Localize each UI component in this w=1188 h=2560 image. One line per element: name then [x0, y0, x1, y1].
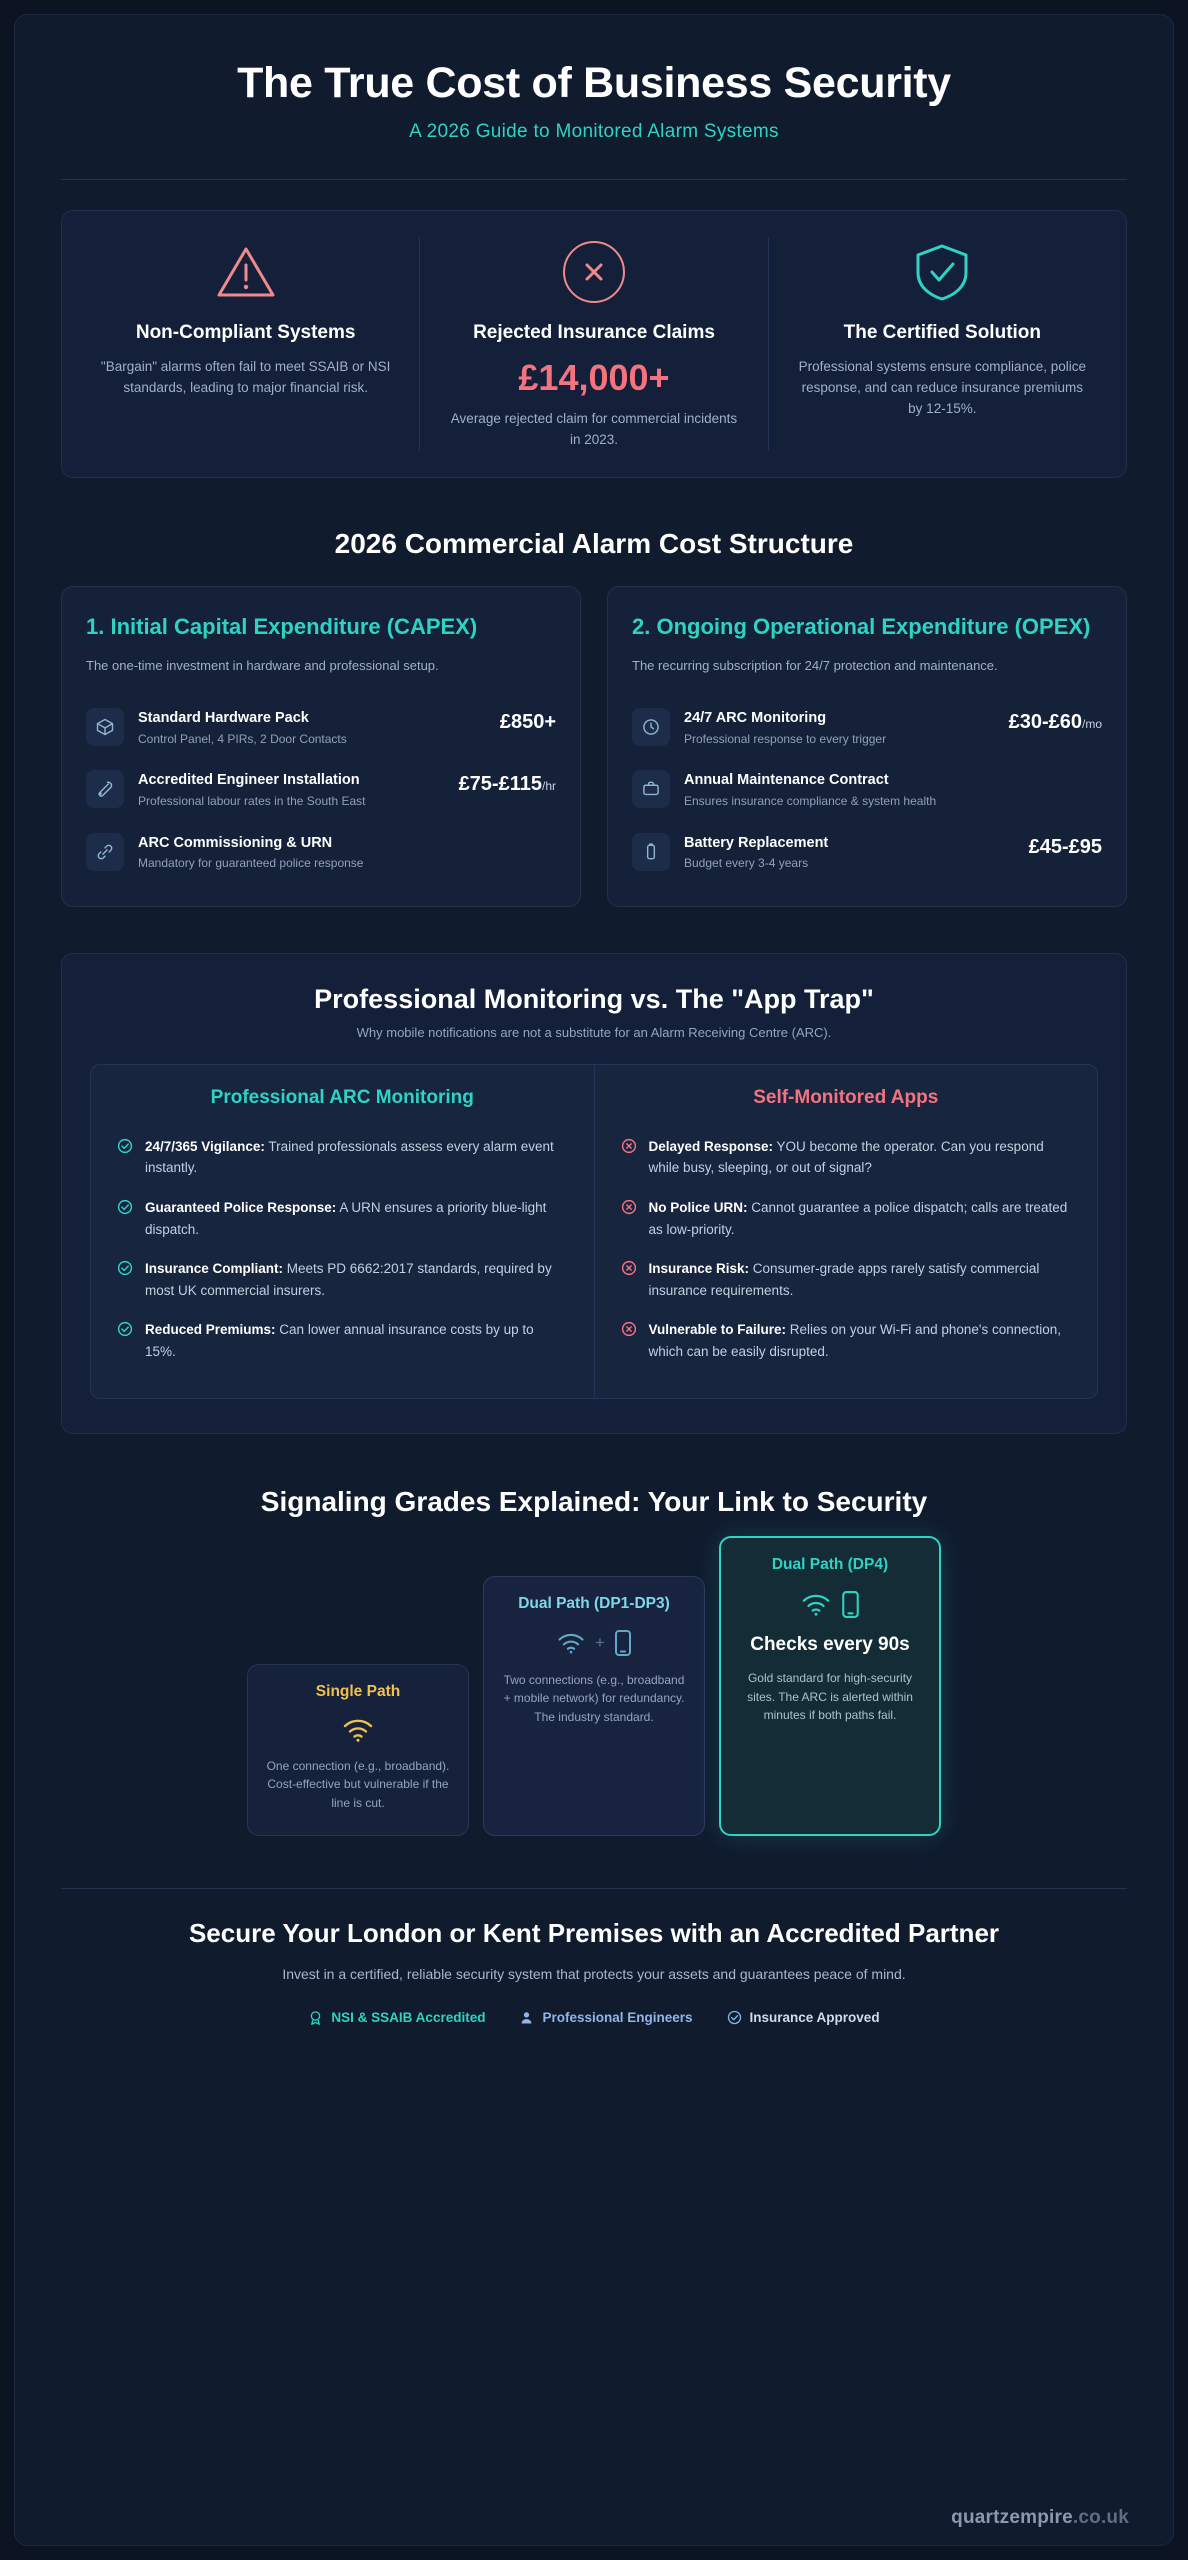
grade-title: Dual Path (DP4) — [771, 1555, 889, 1573]
wrench-icon — [86, 770, 124, 808]
cost-card-title: 1. Initial Capital Expenditure (CAPEX) — [86, 613, 478, 639]
grades-heading: Signaling Grades Explained: Your Link to Security — [260, 1485, 928, 1517]
cost-line-item — [86, 697, 556, 759]
line-item-desc: Professional labour rates in the South East — [138, 794, 366, 809]
cost-line-item — [86, 822, 556, 884]
grade-body: Two connections (e.g., broadband + mobile network) for redundancy. The industry standard. — [503, 1672, 685, 1724]
comparison-column-professional — [91, 1065, 594, 1398]
list-item-text: Trained professionals assess every alarm event instantly. — [145, 1138, 554, 1176]
list-item-lead: 24/7/365 Vigilance: — [145, 1138, 265, 1154]
status-badge-engineers — [519, 2010, 692, 2025]
page-subtitle: A 2026 Guide to Monitored Alarm Systems — [409, 121, 779, 143]
risk-body: "Bargain" alarms often fail to meet SSAIB or NSI standards, leading to major financial risk. — [100, 358, 391, 395]
grade-card-dual-path-dp1-dp3 — [483, 1576, 705, 1836]
grade-body: One connection (e.g., broadband). Cost-effective but vulnerable if the line is cut. — [266, 1758, 450, 1810]
badge-label: Professional Engineers — [542, 2010, 693, 2026]
cost-card-lede: The recurring subscription for 24/7 protection and maintenance. — [632, 658, 998, 674]
warning-triangle-icon — [215, 241, 277, 303]
list-item-lead: Delayed Response: — [648, 1138, 774, 1154]
cost-line-item — [86, 759, 556, 821]
grade-highlight: Checks every 90s — [750, 1633, 910, 1655]
list-item — [117, 1188, 568, 1249]
grades-row — [61, 1536, 1127, 1854]
price-value: £30-£60 — [1008, 711, 1082, 734]
check-circle-icon — [117, 1321, 134, 1362]
comparison-subheading: Why mobile notifications are not a substitute for an Alarm Receiving Centre (ARC). — [356, 1024, 832, 1040]
mobile-icon — [614, 1629, 632, 1657]
comparison-column-self-monitored — [594, 1065, 1098, 1398]
rosette-icon — [308, 2010, 323, 2025]
footer-badges — [61, 2010, 1127, 2025]
line-item-title: Standard Hardware Pack — [138, 710, 309, 727]
line-item-title: Accredited Engineer Installation — [138, 772, 360, 789]
risk-title: The Certified Solution — [843, 322, 1042, 344]
badge-label: NSI & SSAIB Accredited — [331, 2010, 486, 2026]
list-item-text: Meets PD 6662:2017 standards, required by most UK commercial insurers. — [145, 1261, 552, 1298]
cost-line-item — [632, 822, 1102, 884]
list-item-text: YOU become the operator. Can you respond while busy, sleeping, or out of signal? — [648, 1138, 1044, 1176]
list-item — [621, 1127, 1072, 1188]
battery-icon — [632, 833, 670, 871]
list-item-text: Cannot guarantee a police dispatch; calls are treated as low-priority. — [648, 1199, 1068, 1237]
cost-card-grid — [61, 586, 1127, 907]
grade-body: Gold standard for high-security sites. The ARC is alerted within minutes if both paths fail. — [747, 1671, 913, 1723]
circle-x-icon — [563, 241, 625, 303]
risk-title: Non-Compliant Systems — [135, 322, 356, 344]
header-divider — [61, 179, 1127, 180]
wifi-icon — [266, 1717, 450, 1743]
price-unit: /mo — [1081, 717, 1102, 732]
list-item — [117, 1310, 568, 1371]
infographic-canvas — [14, 14, 1174, 2546]
price-value: £45-£95 — [1028, 835, 1102, 858]
page-title: The True Cost of Business Security — [237, 59, 951, 107]
line-item-title: ARC Commissioning & URN — [138, 834, 333, 851]
line-item-title: Annual Maintenance Contract — [684, 772, 889, 789]
hero-header — [61, 41, 1127, 153]
list-item-lead: Insurance Risk: — [648, 1261, 750, 1277]
cost-line-item — [632, 759, 1102, 821]
briefcase-icon — [632, 770, 670, 808]
risk-column-rejected-claims — [419, 237, 767, 451]
circle-x-icon — [621, 1199, 638, 1240]
risk-body: Average rejected claim for commercial incidents in 2023. — [450, 410, 738, 447]
status-badge-accreditation — [308, 2010, 485, 2025]
comparison-heading: Professional Monitoring vs. The "App Trap" — [314, 983, 874, 1014]
list-item — [621, 1310, 1072, 1371]
risk-title: Rejected Insurance Claims — [473, 322, 715, 344]
check-circle-icon — [117, 1199, 134, 1240]
cost-card-opex — [607, 586, 1127, 907]
list-item-text: A URN ensures a priority blue-light dispatch. — [145, 1199, 547, 1237]
risk-body: Professional systems ensure compliance, police response, and can reduce insurance premiums by 12-15%. — [798, 358, 1087, 416]
line-item-price — [1009, 708, 1102, 734]
circle-x-icon — [621, 1138, 638, 1179]
box-icon — [86, 708, 124, 746]
check-circle-icon — [727, 2010, 742, 2025]
list-item — [621, 1249, 1072, 1310]
watermark-brand: quartzempire — [951, 2507, 1073, 2528]
line-item-desc: Ensures insurance compliance & system health — [684, 794, 937, 809]
list-item — [621, 1188, 1072, 1249]
grade-icon-group — [502, 1629, 686, 1657]
footer-heading: Secure Your London or Kent Premises with an Accredited Partner — [188, 1917, 1000, 1948]
status-badge-insurance — [727, 2010, 880, 2025]
line-item-price — [1029, 833, 1102, 859]
footer-divider — [61, 1888, 1127, 1889]
circle-x-icon — [621, 1260, 638, 1301]
mobile-icon — [841, 1590, 860, 1619]
list-item-text: Consumer-grade apps rarely satisfy commercial insurance requirements. — [648, 1261, 1040, 1298]
footer-subheading: Invest in a certified, reliable security system that protects your assets and guarantees peace of mind. — [282, 1966, 906, 1983]
rejected-claim-figure: £14,000+ — [518, 356, 670, 398]
grade-icon-group — [739, 1590, 921, 1619]
line-item-desc: Professional response to every trigger — [684, 731, 887, 746]
grade-card-single-path — [247, 1664, 469, 1836]
list-item-lead: Insurance Compliant: — [145, 1261, 284, 1277]
list-item-lead: Reduced Premiums: — [145, 1322, 276, 1338]
comparison-column-title: Self-Monitored Apps — [753, 1086, 939, 1108]
grade-title: Dual Path (DP1-DP3) — [518, 1594, 670, 1612]
comparison-grid — [90, 1064, 1098, 1399]
line-item-title: Battery Replacement — [684, 834, 829, 851]
cost-card-lede: The one-time investment in hardware and professional setup. — [86, 658, 439, 674]
cost-card-capex — [61, 586, 581, 907]
list-item-lead: Guaranteed Police Response: — [145, 1199, 337, 1215]
line-item-price — [459, 770, 556, 796]
line-item-desc: Control Panel, 4 PIRs, 2 Door Contacts — [138, 731, 347, 746]
check-circle-icon — [117, 1138, 134, 1179]
line-item-title: 24/7 ARC Monitoring — [684, 710, 827, 727]
cost-line-item — [632, 697, 1102, 759]
cost-section-heading: 2026 Commercial Alarm Cost Structure — [334, 527, 854, 559]
list-item — [117, 1249, 568, 1310]
circle-x-icon — [621, 1321, 638, 1362]
grade-title: Single Path — [315, 1682, 401, 1700]
line-item-desc: Budget every 3-4 years — [684, 856, 809, 871]
price-value: £850+ — [499, 711, 556, 734]
user-icon — [519, 2010, 534, 2025]
list-item-text: Can lower annual insurance costs by up to 15%. — [145, 1322, 534, 1359]
comparison-column-title: Professional ARC Monitoring — [210, 1086, 474, 1108]
list-item — [117, 1127, 568, 1188]
line-item-desc: Mandatory for guaranteed police response — [138, 856, 364, 871]
price-value: £75-£115 — [458, 773, 542, 796]
price-unit: /hr — [541, 779, 556, 794]
footer — [61, 1917, 1127, 2026]
risk-column-non-compliant — [72, 237, 419, 451]
grade-card-dual-path-dp4 — [719, 1536, 941, 1836]
line-item-price — [500, 708, 556, 734]
monitoring-comparison-panel — [61, 953, 1127, 1434]
clock-icon — [632, 708, 670, 746]
cost-card-title: 2. Ongoing Operational Expenditure (OPEX) — [632, 613, 1091, 639]
watermark-domain: .co.uk — [1072, 2507, 1129, 2528]
risk-panel — [61, 210, 1127, 478]
wifi-icon — [556, 1631, 586, 1655]
shield-check-icon — [911, 241, 973, 303]
risk-column-certified-solution — [768, 237, 1116, 451]
list-item-lead: No Police URN: — [648, 1199, 748, 1215]
plus-icon: + — [595, 1632, 605, 1652]
link-icon — [86, 833, 124, 871]
wifi-icon — [800, 1592, 832, 1617]
badge-label: Insurance Approved — [749, 2010, 880, 2026]
check-circle-icon — [117, 1260, 134, 1301]
list-item-text: Relies on your Wi-Fi and phone's connection, which can be easily disrupted. — [648, 1322, 1062, 1359]
list-item-lead: Vulnerable to Failure: — [648, 1322, 787, 1338]
watermark — [951, 2507, 1129, 2529]
